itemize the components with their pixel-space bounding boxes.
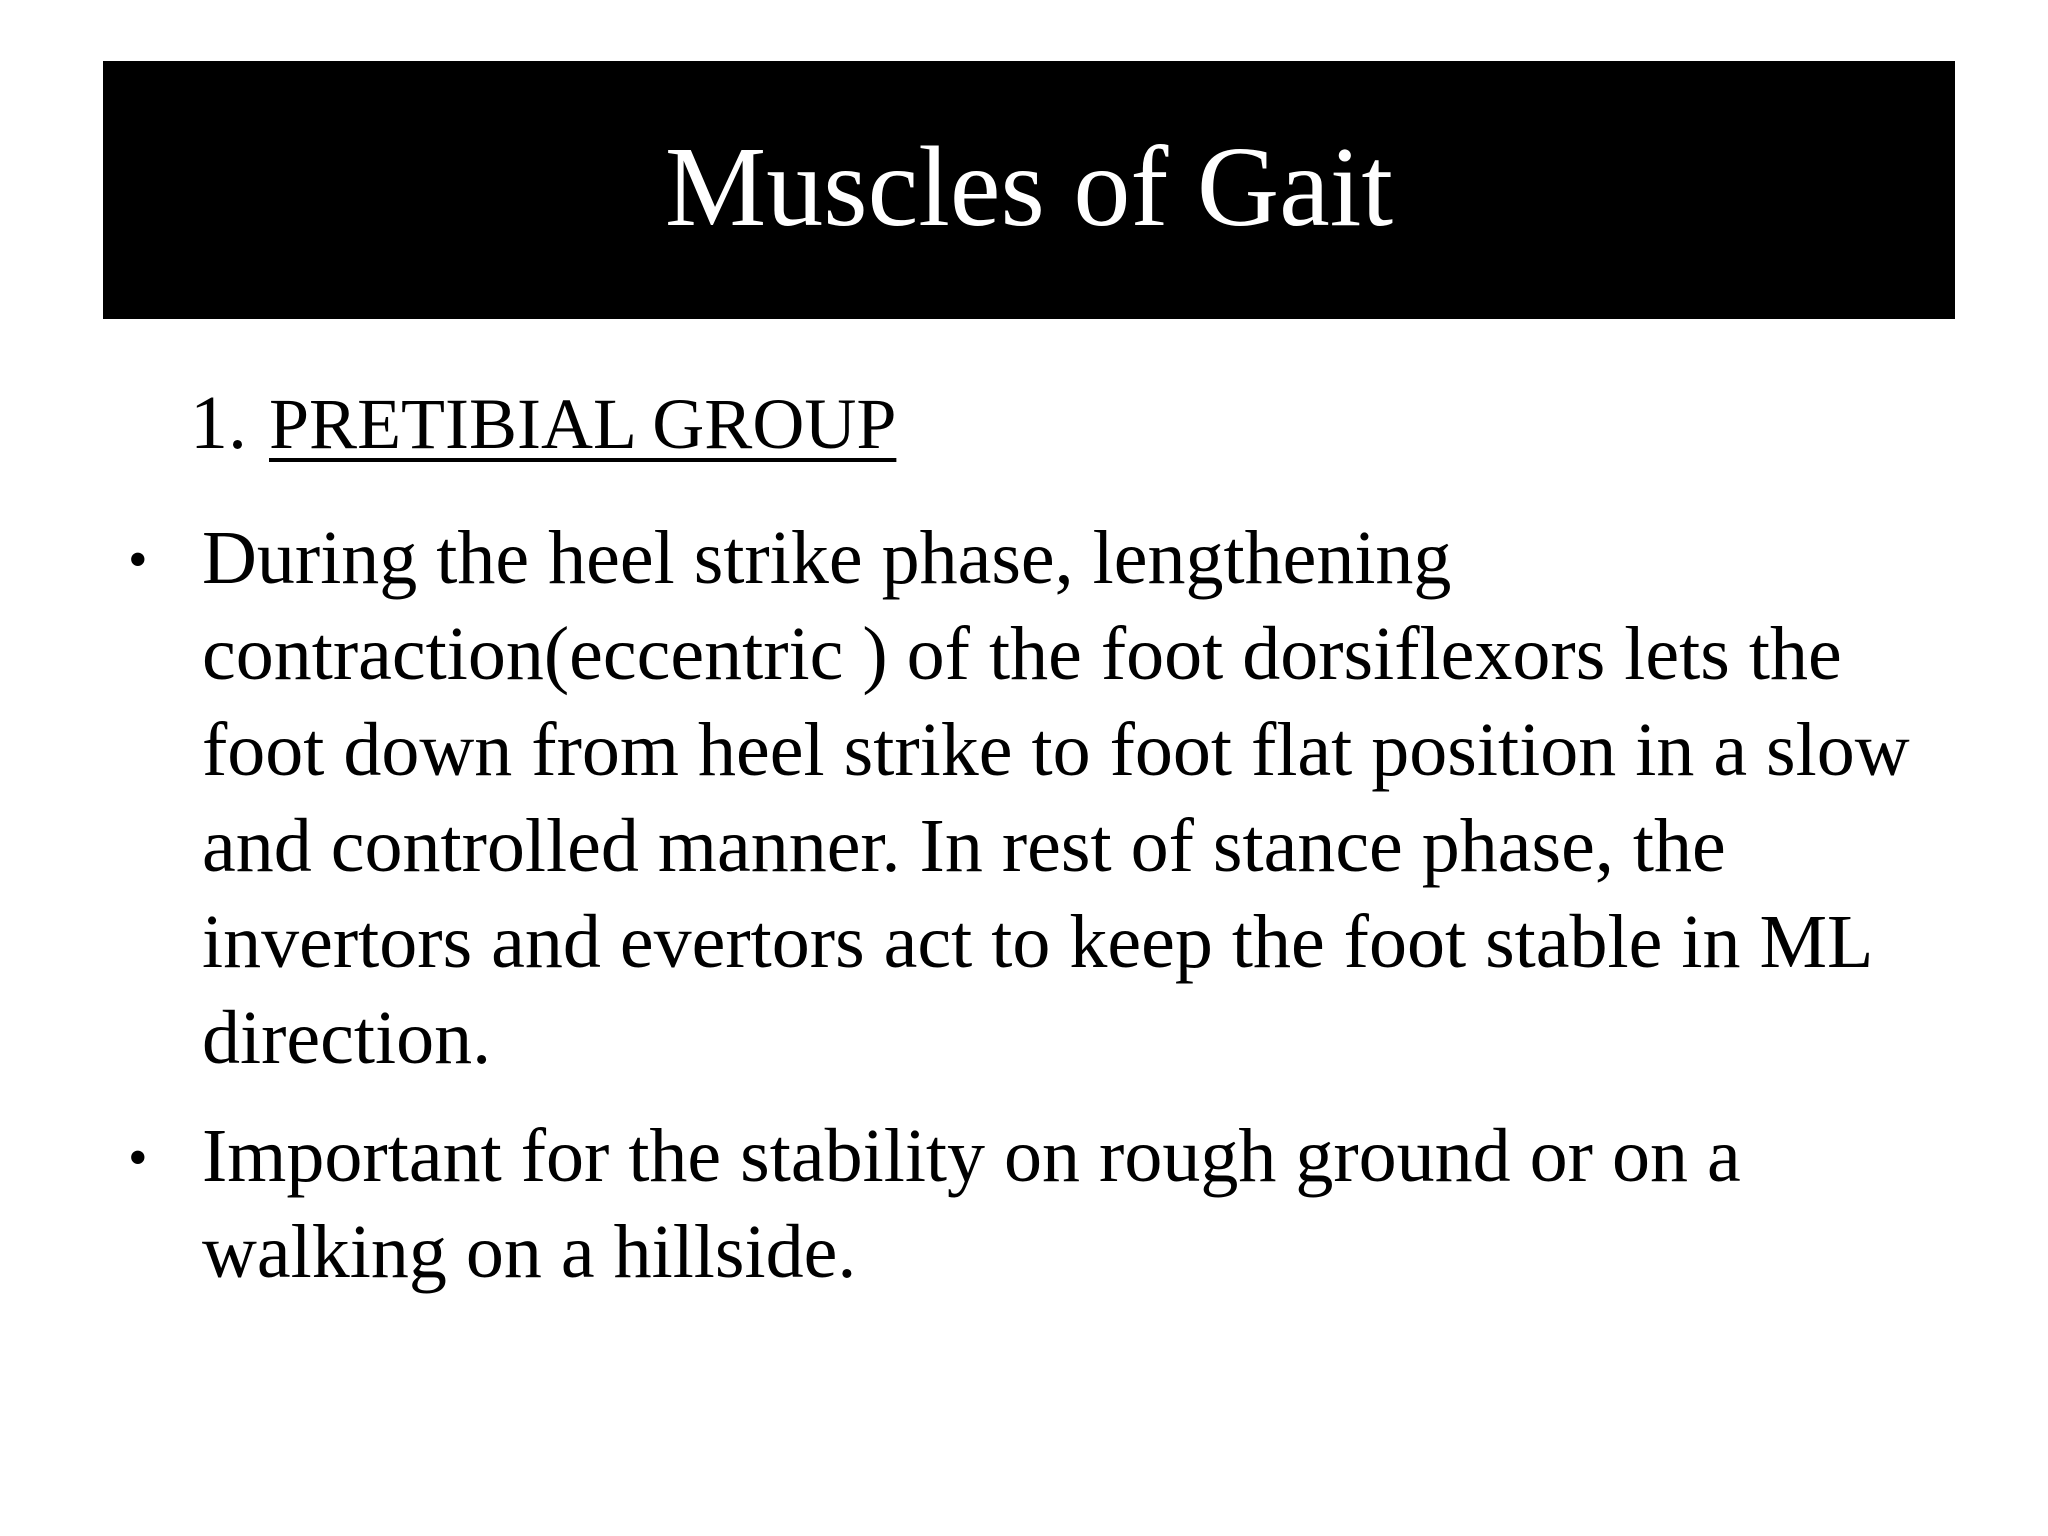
section-heading: [190, 381, 897, 465]
title-bar: [103, 61, 1955, 319]
bullet-list: [120, 510, 1950, 1322]
slide-title: Muscles of Gait: [664, 123, 1394, 250]
bullet-text: During the heel strike phase, lengthening contraction(eccentric ) of the foot dorsiflexors lets the foot down from heel strike to foot flat position in a slow and controlled manner. In rest of stance phase, the invertors and evertors act to keep the foot stable in ML direction.: [202, 516, 1910, 1080]
section-number: 1.: [190, 381, 247, 465]
bullet-text: Important for the stability on rough ground or on a walking on a hillside.: [202, 1114, 1741, 1294]
bullet-item: [120, 510, 1950, 1086]
section-label: PRETIBIAL GROUP: [269, 384, 897, 464]
bullet-item: [120, 1108, 1950, 1300]
